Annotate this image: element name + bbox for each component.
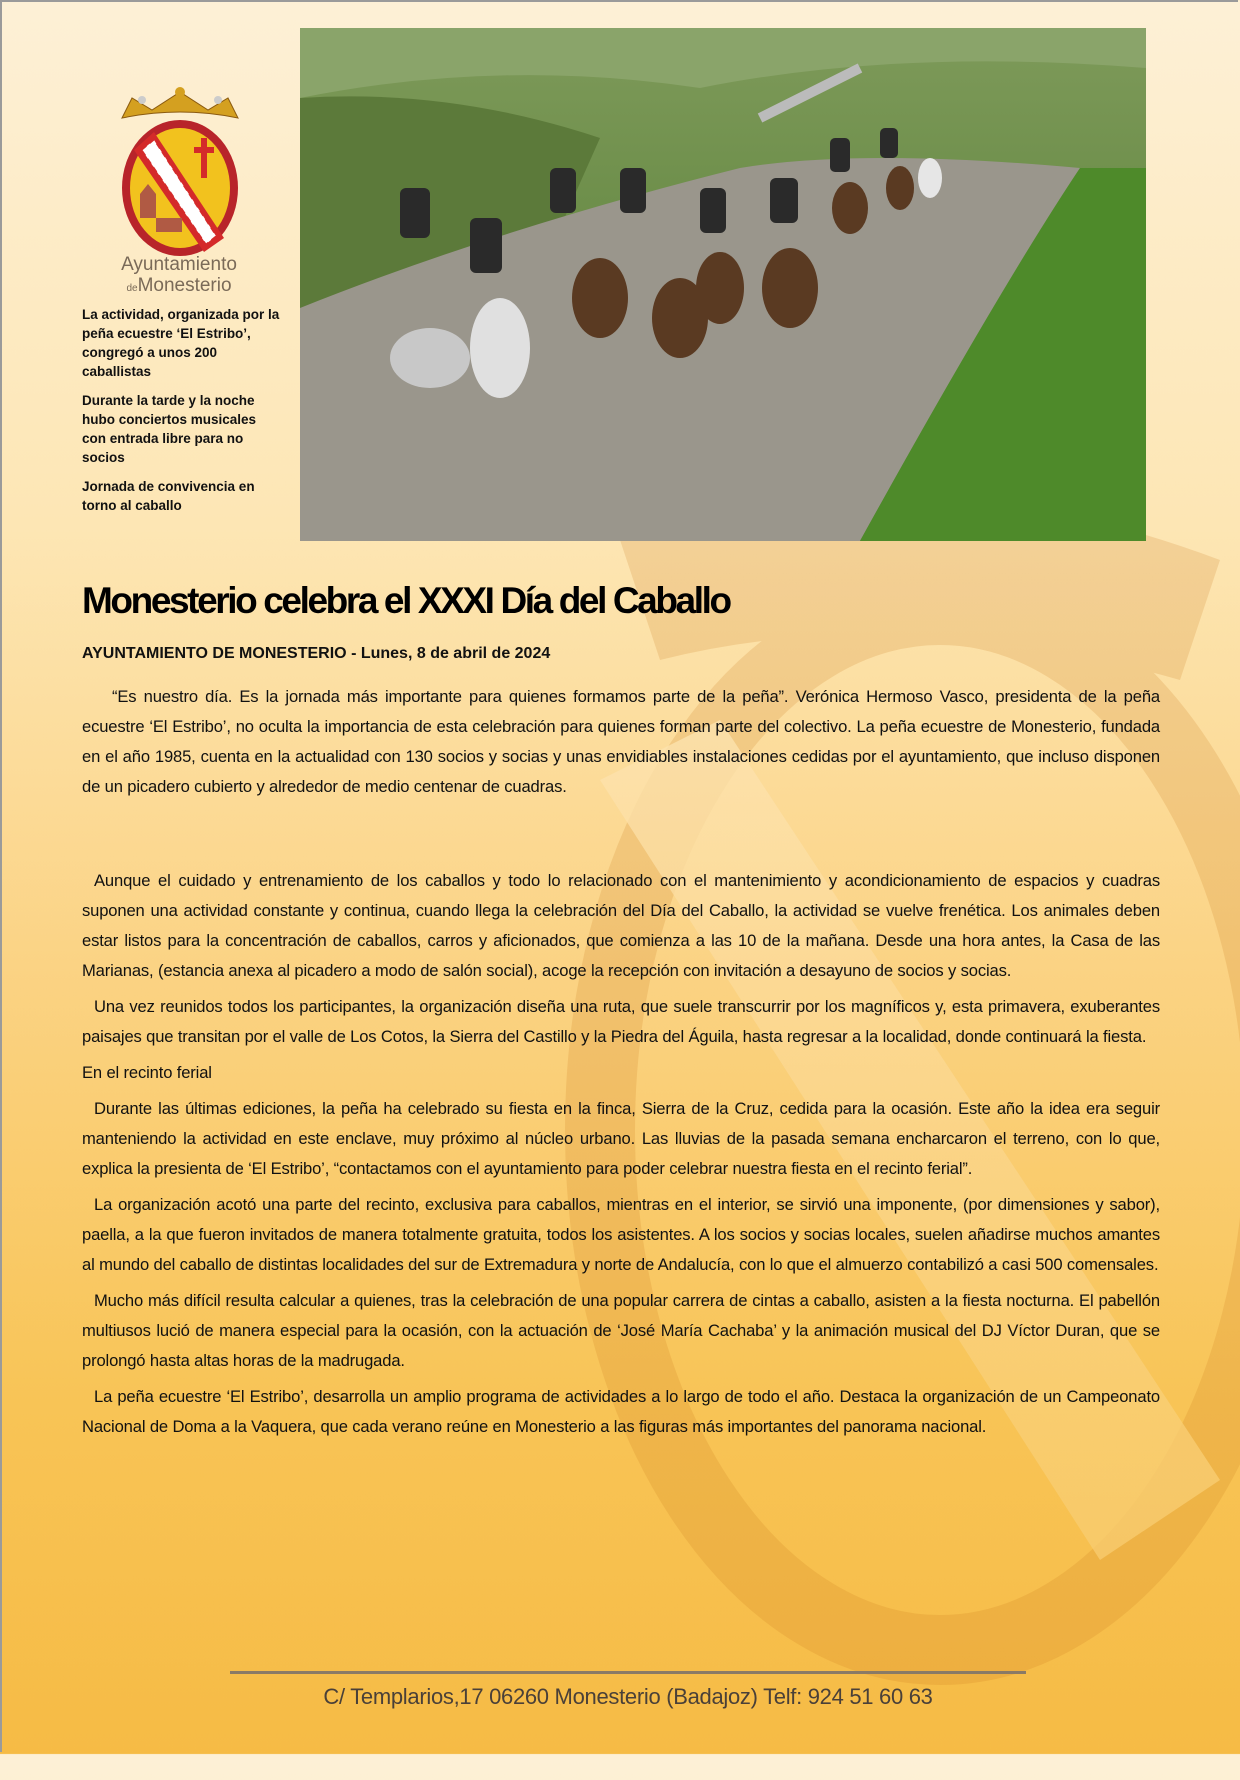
logo-line-monesterio: Monesterio bbox=[137, 275, 232, 296]
logo-line-de: de bbox=[126, 283, 138, 294]
footer-address: C/ Templarios,17 06260 Monesterio (Badajoz) Telf: 924 51 60 63 bbox=[323, 1684, 933, 1709]
paragraph: “Es nuestro día. Es la jornada más importante para quienes formamos parte de la peña”. Verónica Hermoso Vasco, presidenta de la peña ecuestre ‘El Estribo’, no oculta la importancia de esta celebración para quienes forman parte del colectivo. La peña ecuestre de Monesterio, fundada en el año 1985, cuenta en la actualidad con 130 socios y socias y unas envidiables instalaciones cedidas por el ayuntamiento, que incluso disponen de un picadero cubierto y alrededor de medio centenar de cuadras. bbox=[82, 687, 1160, 796]
paragraph: Aunque el cuidado y entrenamiento de los caballos y todo lo relacionado con el mantenimiento y acondicionamiento de espacios y cuadras suponen una actividad constante y continua, cuando llega la celebración del Día del Caballo, la actividad se vuelve frenética. Los animales deben estar listos para la concentración de caballos, carros y aficionados, que comienza a las 10 de la mañana. Desde una hora antes, la Casa de las Marianas, (estancia anexa al picadero a modo de salón social), acoge la recepción con invitación a desayuno de socios y socias. bbox=[82, 871, 1160, 980]
sidebar-highlights bbox=[82, 305, 282, 525]
paragraph: Una vez reunidos todos los participantes, la organización diseña una ruta, que suele transcurrir por los magníficos y, esta primavera, exuberantes paisajes que transitan por el valle de Los Cotos, la Sierra del Castillo y la Piedra del Águila, hasta regresar a la localidad, donde continuará la fiesta. bbox=[82, 997, 1160, 1046]
paragraph: La peña ecuestre ‘El Estribo’, desarrolla un amplio programa de actividades a lo largo de todo el año. Destaca la organización de un Campeonato Nacional de Doma a la Vaquera, que cada verano reúne en Monesterio a las figuras más importantes del panorama nacional. bbox=[82, 1387, 1160, 1436]
logo-line-ayuntamiento: Ayuntamiento bbox=[121, 254, 237, 275]
section-subheading: En el recinto ferial bbox=[82, 1063, 212, 1082]
footer-divider bbox=[230, 1671, 1026, 1674]
paragraph: La organización acotó una parte del recinto, exclusiva para caballos, mientras en el interior, se sirvió una imponente, (por dimensiones y sabor), paella, a la que fueron invitados de manera totalmente gratuita, todos los asistentes. A los socios y socias locales, suelen añadirse muchos amantes al mundo del caballo de distintas localidades del sur de Extremadura y norte de Andalucía, con lo que el almuerzo contabilizó a casi 500 comensales. bbox=[82, 1195, 1160, 1274]
horse-riders-photo bbox=[300, 28, 1146, 541]
logo-wordmark bbox=[104, 254, 254, 299]
paragraph: Mucho más difícil resulta calcular a quienes, tras la celebración de una popular carrera de cintas a caballo, asisten a la fiesta nocturna. El pabellón multiusos lució de manera especial para la ocasión, con la actuación de ‘José María Cachaba’ y la animación musical del DJ Víctor Duran, que se prolongó hasta altas horas de la madrugada. bbox=[82, 1291, 1160, 1370]
paragraph: Durante las últimas ediciones, la peña ha celebrado su fiesta en la finca, Sierra de la Cruz, cedida para la ocasión. Este año la idea era seguir manteniendo la actividad en este enclave, muy próximo al núcleo urbano. Las lluvias de la pasada semana encharcaron el terreno, con lo que, explica la presienta de ‘El Estribo’, “contactamos con el ayuntamiento para poder celebrar nuestra fiesta en el recinto ferial”. bbox=[82, 1099, 1160, 1178]
article-body bbox=[82, 682, 1160, 1448]
highlight: Durante la tarde y la noche hubo conciertos musicales con entrada libre para no socios bbox=[82, 393, 257, 465]
article-byline: AYUNTAMIENTO DE MONESTERIO - Lunes, 8 de abril de 2024 bbox=[82, 645, 551, 662]
highlight: La actividad, organizada por la peña ecuestre ‘El Estribo’, congregó a unos 200 caballistas bbox=[82, 307, 280, 379]
article-title: Monesterio celebra el XXXI Día del Caballo bbox=[82, 580, 730, 621]
highlight: Jornada de convivencia en torno al caballo bbox=[82, 479, 255, 513]
